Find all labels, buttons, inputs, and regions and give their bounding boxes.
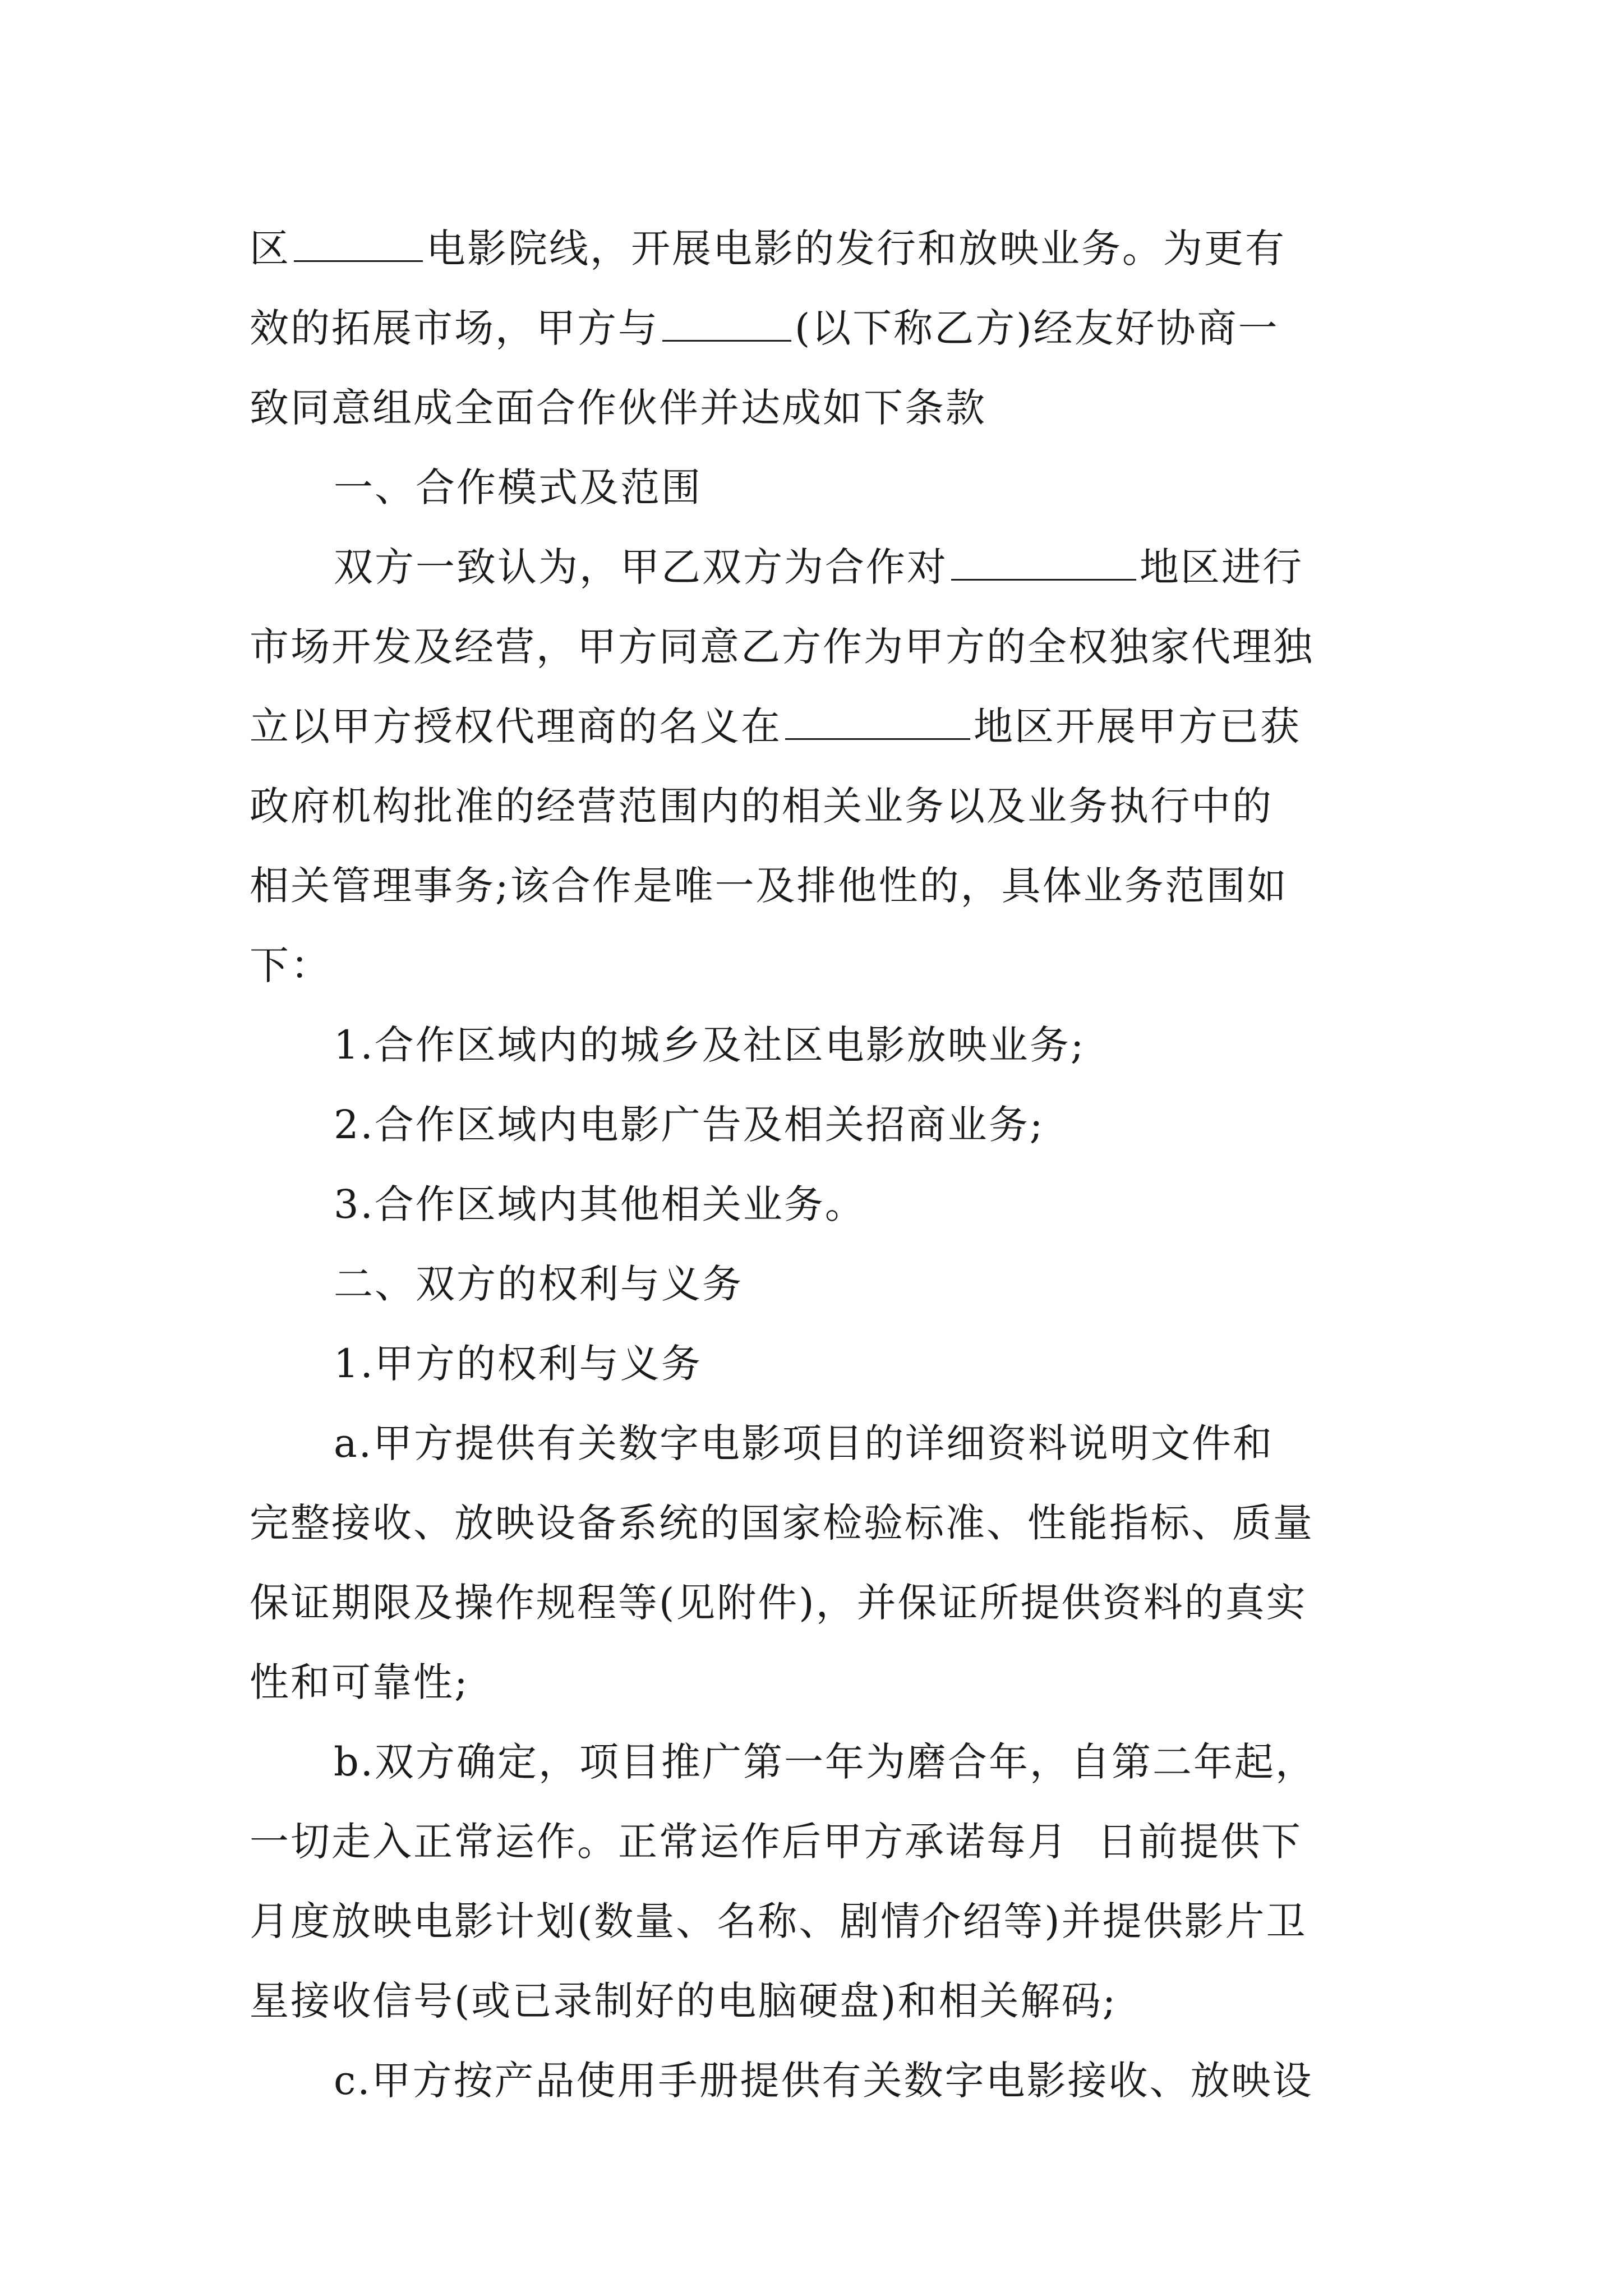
paragraph-line	[250, 1802, 1388, 1881]
paragraph-line	[250, 288, 1388, 368]
line-text: 双方一致认为，甲乙双方为合作对	[334, 544, 948, 590]
line-text: (以下称乙方)经友好协商一	[795, 305, 1279, 351]
line-text: 区	[250, 226, 291, 272]
list-item: 3.合作区域内其他相关业务。	[334, 1181, 866, 1227]
paragraph-line: 完整接收、放映设备系统的国家检验标准、性能指标、质量	[250, 1500, 1314, 1546]
paragraph-line: 相关管理事务;该合作是唯一及排他性的，具体业务范围如	[250, 863, 1288, 909]
line-text: 地区开展甲方已获	[974, 703, 1301, 749]
fill-in-blank	[951, 546, 1136, 581]
line-text: 电影院线，开展电影的发行和放映业务。为更有	[426, 226, 1286, 272]
paragraph-line: c.甲方按产品使用手册提供有关数字电影接收、放映设	[334, 2058, 1313, 2104]
paragraph-line: b.双方确定，项目推广第一年为磨合年，自第二年起，	[334, 1739, 1317, 1785]
line-text: 立以甲方授权代理商的名义在	[250, 703, 782, 749]
line-text: 日前提供下	[1098, 1819, 1302, 1865]
paragraph-line	[250, 527, 1388, 607]
paragraph-line: 保证期限及操作规程等(见附件)，并保证所提供资料的真实	[250, 1580, 1307, 1626]
paragraph-line: 致同意组成全面合作伙伴并达成如下条款	[250, 385, 986, 431]
paragraph-line: 政府机构批准的经营范围内的相关业务以及业务执行中的	[250, 783, 1273, 829]
line-text: 一切走入正常运作。正常运作后甲方承诺每月	[250, 1819, 1068, 1865]
paragraph-line	[250, 687, 1388, 766]
fill-in-blank	[785, 706, 970, 740]
line-text: 地区进行	[1140, 544, 1303, 590]
document-body	[250, 209, 1388, 2120]
fill-in-blank	[1072, 1823, 1094, 1855]
subsection-heading: 1.甲方的权利与义务	[334, 1341, 702, 1387]
paragraph-line	[250, 209, 1388, 288]
fill-in-blank	[294, 228, 423, 262]
paragraph-line: 市场开发及经营，甲方同意乙方作为甲方的全权独家代理独	[250, 624, 1314, 670]
paragraph-line: a.甲方提供有关数字电影项目的详细资料说明文件和	[334, 1420, 1274, 1466]
line-text: 效的拓展市场，甲方与	[250, 305, 659, 351]
section-heading: 一、合作模式及范围	[334, 464, 702, 510]
paragraph-line: 月度放映电影计划(数量、名称、剧情介绍等)并提供影片卫	[250, 1898, 1307, 1944]
section-heading: 二、双方的权利与义务	[334, 1261, 743, 1307]
paragraph-line: 下：	[250, 942, 331, 988]
list-item: 1.合作区域内的城乡及社区电影放映业务;	[334, 1022, 1086, 1068]
paragraph-line: 星接收信号(或已录制好的电脑硬盘)和相关解码;	[250, 1978, 1118, 2024]
fill-in-blank	[662, 307, 791, 342]
paragraph-line: 性和可靠性;	[250, 1659, 469, 1705]
list-item: 2.合作区域内电影广告及相关招商业务;	[334, 1102, 1045, 1148]
